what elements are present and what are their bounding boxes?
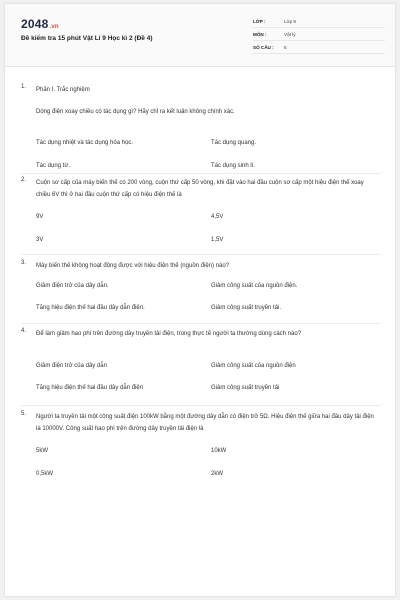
- option-a[interactable]: Giảm điện trở của dây dẫn: [36, 363, 107, 369]
- divider: [21, 323, 381, 324]
- section-heading: Phần I. Trắc nghiệm: [36, 87, 90, 93]
- meta-row-class: [253, 15, 385, 28]
- meta-value: 5: [284, 44, 287, 50]
- question-number: 5.: [21, 411, 27, 417]
- question-number: 1.: [21, 84, 27, 90]
- question-text: Máy biến thế không hoạt động được với hiệu điện thế (nguồn điện) nào?: [36, 263, 230, 269]
- option-c[interactable]: Tăng hiệu điện thế hai đầu dây dẫn điện.: [36, 305, 145, 311]
- meta-info: [253, 15, 385, 54]
- logo-domain: .vn: [49, 24, 59, 30]
- question-text: Người ta truyền tải một công suất điện 100kW bằng một đường dây dẫn có điện trở 5Ω. Hiệu điện thế giữa hai đầu dây tải điện là 10000V. Công suất hao phí trên đường dây truyền tải điện là: [36, 414, 374, 432]
- option-b[interactable]: Giảm công suất của nguồn điện: [211, 363, 296, 369]
- option-a[interactable]: 9V: [36, 214, 44, 220]
- divider: [21, 254, 381, 255]
- divider: [21, 173, 381, 174]
- option-a[interactable]: Giảm điện trở của dây dẫn.: [36, 283, 109, 289]
- meta-label: MÔN :: [253, 31, 267, 37]
- worksheet-title: Đề kiểm tra 15 phút Vật Lí 9 Học kì 2 (Đề 4): [21, 35, 153, 42]
- question-number: 3.: [21, 260, 27, 266]
- option-c[interactable]: 0,5kW: [36, 471, 54, 477]
- option-c[interactable]: Tác dụng từ.: [36, 163, 71, 169]
- option-a[interactable]: 5kW: [36, 448, 48, 454]
- meta-value: Vật lý: [284, 31, 296, 37]
- option-d[interactable]: Giảm công suất truyền tải.: [211, 305, 282, 311]
- site-logo[interactable]: [21, 17, 59, 31]
- option-d[interactable]: 1,5V: [211, 237, 224, 243]
- option-c[interactable]: Tăng hiệu điện thế hai đầu dây dẫn điện: [36, 385, 144, 391]
- option-b[interactable]: 4,5V: [211, 214, 224, 220]
- meta-row-subject: [253, 28, 385, 41]
- divider: [21, 405, 381, 406]
- question-text: Cuộn sơ cấp của máy biến thế có 200 vòng, cuộn thứ cấp 50 vòng, khi đặt vào hai đầu cuộn sơ cấp một hiệu điện thế xoay chiều 6V thì ở hai đầu cuộn thứ cấp có hiệu điện thế là: [36, 180, 364, 198]
- meta-value: Lớp 9: [284, 18, 296, 24]
- meta-row-count: [253, 41, 385, 54]
- option-d[interactable]: Tác dụng sinh lí.: [211, 163, 256, 169]
- worksheet-page: [5, 4, 395, 596]
- question-text: Dòng điện xoay chiều có tác dụng gì? Hãy chỉ ra kết luận không chính xác.: [36, 109, 235, 115]
- option-b[interactable]: Tác dụng quang.: [211, 140, 257, 146]
- option-a[interactable]: Tác dụng nhiệt và tác dụng hóa học.: [36, 140, 134, 146]
- worksheet-header: [5, 4, 395, 67]
- question-text: Để làm giảm hao phí trên đường dây truyền tải điện, trong thực tế người ta thường dùng cách nào?: [36, 331, 302, 337]
- option-b[interactable]: Giảm công suất của nguồn điện.: [211, 283, 298, 289]
- option-d[interactable]: Giảm công suất truyền tải: [211, 385, 280, 391]
- meta-label: SỐ CÂU :: [253, 44, 274, 50]
- meta-label: LỚP :: [253, 18, 266, 24]
- option-d[interactable]: 2kW: [211, 471, 223, 477]
- option-b[interactable]: 10kW: [211, 448, 227, 454]
- question-number: 2.: [21, 177, 27, 183]
- logo-text: 2048: [21, 17, 49, 31]
- option-c[interactable]: 3V: [36, 237, 44, 243]
- question-number: 4.: [21, 328, 27, 334]
